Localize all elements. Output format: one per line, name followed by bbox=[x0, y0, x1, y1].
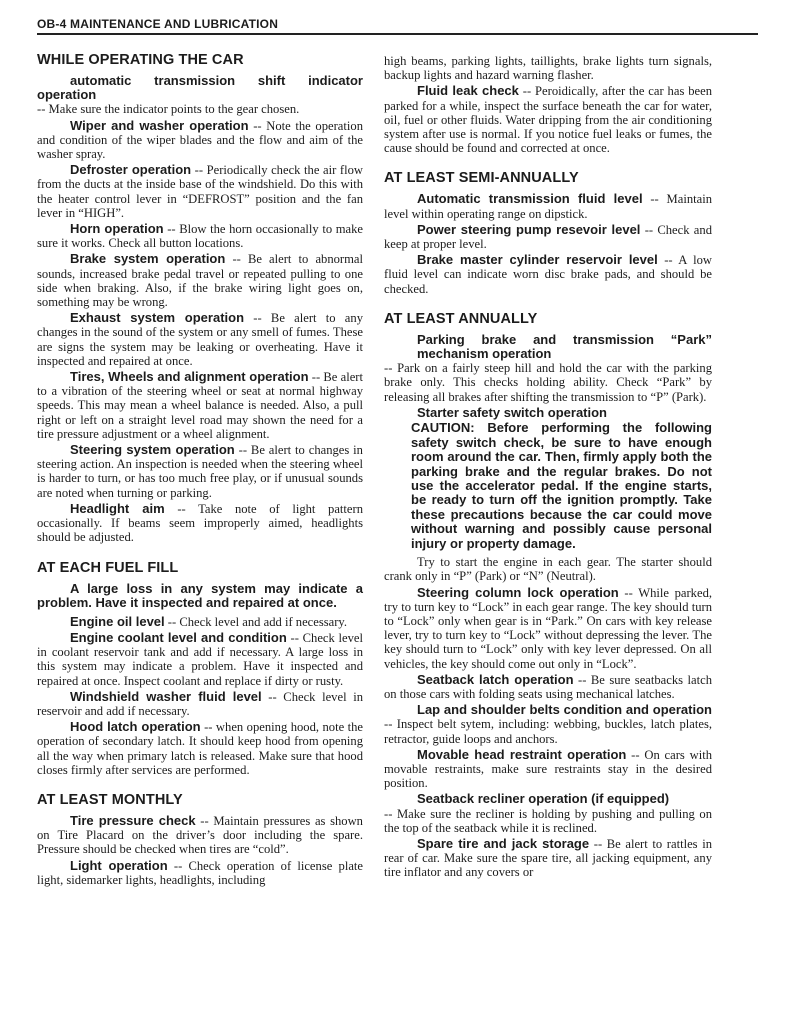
item-text: -- Periodically check the air flow from the ducts at the inside base of the windshield. Do this with the heater control lever in “DEFROST” position and the fan lever in “HIGH”. bbox=[37, 163, 363, 220]
section-heading-while-operating: WHILE OPERATING THE CAR bbox=[37, 52, 244, 68]
item-steering-column-lock bbox=[384, 586, 712, 671]
item-heading: Horn operation bbox=[70, 221, 164, 237]
item-heading: Steering system operation bbox=[70, 442, 235, 458]
item-text: -- Check level and add if necessary. bbox=[167, 614, 348, 629]
item-seatback-latch bbox=[384, 673, 712, 701]
left-column bbox=[37, 52, 363, 887]
item-heading: Lap and shoulder belts condition and operation bbox=[417, 702, 712, 718]
item-text: -- Park on a fairly steep hill and hold the car with the parking brake only. This checks holding ability. Check “Park” by releasing all brakes after shifting the transmission to “P” (Park). bbox=[384, 361, 712, 404]
item-fluid-leak bbox=[384, 84, 712, 155]
item-hood-latch bbox=[37, 720, 363, 777]
item-heading: Tire pressure check bbox=[70, 812, 196, 828]
continued-text: high beams, parking lights, taillights, brake lights turn signals, backup lights and hazard warning flasher. bbox=[384, 54, 712, 83]
item-exhaust-system bbox=[37, 311, 363, 368]
item-text: -- Be alert to abnormal sounds, increased brake pedal travel or repeated pulling to one side when braking. Also, if the brake wiring light goes on, something may be wrong. bbox=[37, 252, 363, 310]
item-heading: Tires, Wheels and alignment operation bbox=[70, 369, 309, 385]
fuel-fill-note: A large loss in any system may indicate a problem. Have it inspected and repaired at once. bbox=[37, 580, 363, 611]
item-heading: Light operation bbox=[70, 857, 168, 873]
item-brake-master-cylinder bbox=[384, 253, 712, 296]
item-heading: Movable head restraint operation bbox=[417, 746, 627, 762]
item-text: -- Check level in coolant reservoir tank and add if necessary. A large loss in this system may indicate a problem. Have it inspected and repaired at once. Inspect coolant and replace if dirty or rusty. bbox=[37, 630, 363, 688]
item-text: -- Note the operation and condition of the wiper blades and the flow and aim of the washer spray. bbox=[37, 118, 363, 162]
item-text: -- Inspect belt sytem, including: webbing, buckles, latch plates, retractor, guide loops and anchors. bbox=[384, 717, 712, 746]
item-engine-oil bbox=[37, 615, 363, 629]
item-lap-shoulder-belts bbox=[384, 703, 712, 746]
item-text: -- Be alert to rattles in rear of car. Make sure the spare tire, all jacking equipment, any tire inflator and any covers or bbox=[384, 836, 713, 880]
section-heading-annually: AT LEAST ANNUALLY bbox=[384, 310, 538, 327]
item-heading: Exhaust system operation bbox=[70, 310, 245, 326]
item-steering-system bbox=[37, 443, 363, 500]
item-brake-system bbox=[37, 252, 363, 309]
item-spare-tire-jack bbox=[384, 837, 712, 880]
item-transmission-fluid bbox=[384, 192, 712, 220]
item-heading: Defroster operation bbox=[70, 162, 192, 178]
item-heading: Power steering pump resevoir level bbox=[417, 221, 641, 237]
item-parking-brake bbox=[384, 333, 712, 404]
item-text: -- when opening hood, note the operation of secondary latch. It should keep hood from opening all the way when primary latch is released. Make sure that hood closes firmly after services are performed. bbox=[37, 720, 364, 777]
starter-safety-text: Try to start the engine in each gear. The starter should crank only in “P” (Park) or “N” (Neutral). bbox=[384, 555, 712, 584]
item-heading: Spare tire and jack storage bbox=[417, 835, 590, 851]
item-light-operation bbox=[37, 859, 363, 887]
item-heading: Fluid leak check bbox=[417, 83, 519, 99]
item-heading: Engine oil level bbox=[70, 613, 165, 629]
item-heading: Brake master cylinder reservoir level bbox=[417, 252, 658, 268]
item-heading: Automatic transmission fluid level bbox=[417, 191, 643, 207]
item-heading: Hood latch operation bbox=[70, 719, 201, 735]
item-text: -- Blow the horn occasionally to make sure it works. Check all button locations. bbox=[37, 222, 363, 251]
item-text: -- Be sure seatbacks latch on those cars with folding seats using mechanical latches. bbox=[384, 672, 712, 701]
starter-safety-heading: Starter safety switch operation bbox=[417, 404, 607, 420]
caution-notice: CAUTION: Before performing the following safety switch check, be sure to have enough room around the car. Then, firmly apply both the parking brake and the regular brakes. Do not use the accelerator pedal. If the engine starts, be ready to turn off the ignition promptly. Take these precautions because the car could move without warning and possibly cause personal injury or property damage. bbox=[411, 420, 712, 551]
item-head-restraint bbox=[384, 748, 712, 791]
item-text: -- Peroidically, after the car has been parked for a while, inspect the surface beneath the car for water, oil, fuel or other fluids. Water dripping from the air conditioning system after use is normal. If you notice fuel leaks or fumes, the cause should be found and corrected at once. bbox=[384, 84, 712, 156]
item-text: -- Maintain pressures as shown on Tire Placard on the driver’s door including the spare. Pressure should be checked when tires are “cold”. bbox=[37, 813, 363, 857]
item-text: -- While parked, try to turn key to “Lock” in each gear range. The key should turn to “Lock” only when gear is in “Park.” On cars with key release lever, try to turn key to “Lock” without depressing the lever. The key should turn to “Lock” only with key lever depressed. On all vehicles, the key should come out only in “Lock”. bbox=[384, 585, 713, 671]
item-tires-wheels bbox=[37, 370, 363, 441]
item-shift-indicator bbox=[37, 74, 363, 117]
item-seatback-recliner bbox=[384, 792, 712, 835]
right-column bbox=[384, 54, 712, 880]
item-text: -- Be alert to changes in steering action. An inspection is needed when the steering wheel is harder to turn, or has too much free play, or if unusual sounds are noted when turning or parking. bbox=[37, 443, 363, 500]
item-tire-pressure bbox=[37, 814, 363, 857]
item-heading: automatic transmission shift indicator operation bbox=[37, 73, 363, 103]
item-heading: Engine coolant level and condition bbox=[70, 629, 287, 645]
item-heading: Brake system operation bbox=[70, 251, 226, 267]
section-heading-monthly: AT LEAST MONTHLY bbox=[37, 791, 183, 808]
item-wiper-washer bbox=[37, 119, 363, 162]
item-text: -- Check and keep at proper level. bbox=[384, 222, 712, 252]
item-text: -- Take note of light pattern occasionally. If beams seem improperly aimed, headlights should be adjusted. bbox=[37, 501, 363, 545]
item-heading: Steering column lock operation bbox=[417, 584, 619, 600]
item-text: -- Make sure the recliner is holding by pushing and pulling on the top of the seatback while it is reclined. bbox=[384, 806, 712, 835]
item-text: -- Check operation of license plate light, sidemarker lights, headlights, including bbox=[37, 858, 363, 887]
item-text: -- Be alert to a vibration of the steering wheel or seat at normal highway speeds. This may mean a wheel balance is needed. Also, a pull right or left on a straight level road may shown the need for a tire pressure adjustment or a wheel alignment. bbox=[37, 370, 363, 441]
item-defroster bbox=[37, 163, 363, 220]
item-heading: Seatback recliner operation (if equipped) bbox=[417, 791, 670, 807]
section-heading-fuel-fill: AT EACH FUEL FILL bbox=[37, 559, 179, 576]
item-text: -- Maintain level within operating range on dipstick. bbox=[384, 192, 712, 221]
item-heading: Parking brake and transmission “Park” mechanism operation bbox=[417, 331, 712, 362]
item-heading: Windshield washer fluid level bbox=[70, 688, 262, 704]
item-heading: Wiper and washer operation bbox=[70, 117, 249, 133]
item-horn bbox=[37, 222, 363, 250]
section-heading-semi-annually: AT LEAST SEMI-ANNUALLY bbox=[384, 170, 579, 187]
item-text: -- Make sure the indicator points to the gear chosen. bbox=[37, 102, 300, 117]
item-heading: Headlight aim bbox=[70, 500, 165, 516]
item-text: -- Check level in reservoir and add if necessary. bbox=[37, 689, 363, 718]
page-header: OB-4 MAINTENANCE AND LUBRICATION bbox=[37, 17, 758, 35]
item-power-steering bbox=[384, 223, 712, 251]
item-washer-fluid bbox=[37, 690, 363, 718]
item-text: -- On cars with movable restraints, make sure restraints stay in the desired position. bbox=[384, 747, 712, 791]
item-text: -- Be alert to any changes in the sound of the system or any smell of fumes. These are signs the system may be leaking or overheating. Have it inspected and repaired at once. bbox=[37, 311, 363, 368]
item-engine-coolant bbox=[37, 631, 363, 688]
item-heading: Seatback latch operation bbox=[417, 671, 574, 687]
item-text: -- A low fluid level can indicate worn disc brake pads, and should be checked. bbox=[384, 253, 713, 296]
item-headlight-aim bbox=[37, 502, 363, 545]
